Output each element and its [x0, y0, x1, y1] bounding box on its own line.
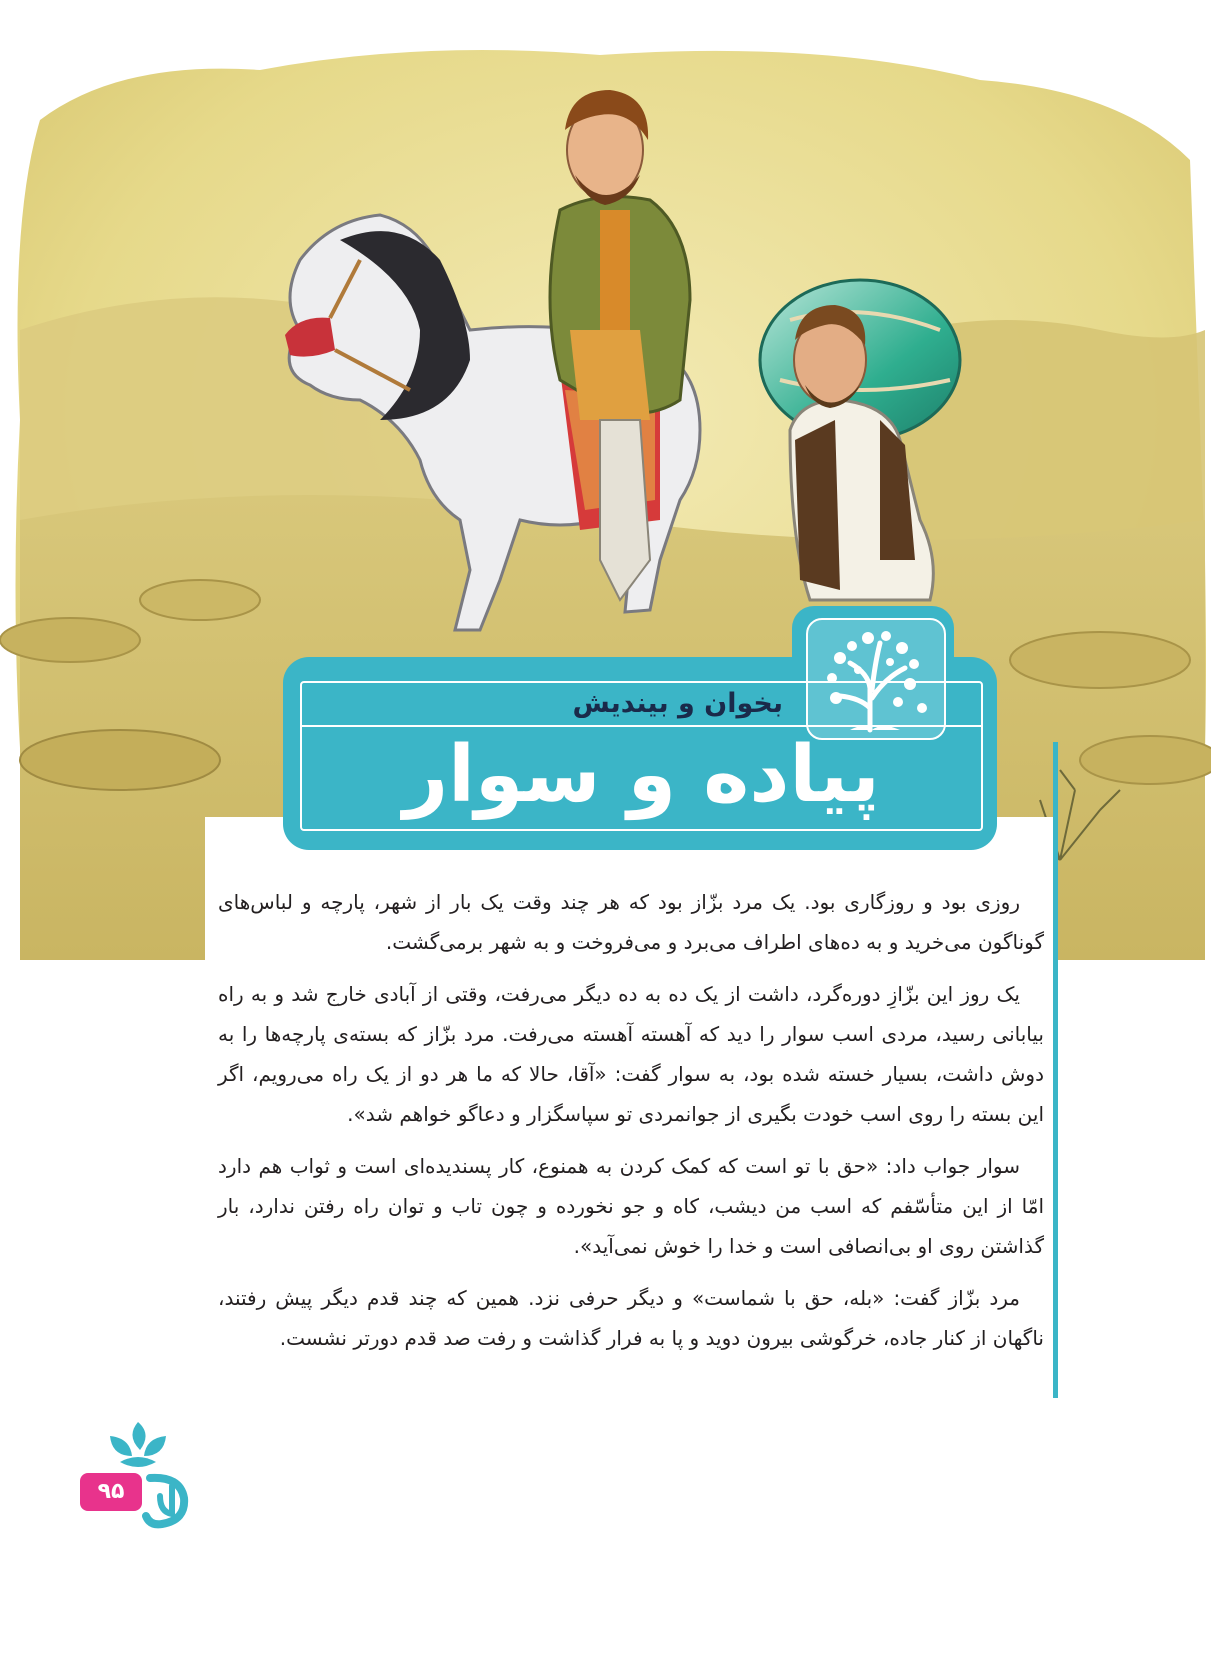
page-number: ۹۵	[80, 1473, 142, 1511]
story-paragraph: سوار جواب داد: «حق با تو است که کمک کردن به همنوع، کار پسندیده‌ای است و ثواب هم دارد امّا از این متأسّفم که اسب من دیشب، کاه و جو نخورده و چون تاب و توان راه رفتن ندارد، بار گذاشتن روی او بی‌انصافی است و خدا را خوش نمی‌آید».	[218, 1154, 1044, 1258]
story-paragraph: روزی بود و روزگاری بود. یک مرد بزّاز بود که هر چند وقت یک بار از شهر، پارچه و لباس‌های گوناگون می‌خرید و به ده‌های اطراف می‌برد و می‌فروخت و به شهر برمی‌گشت.	[218, 890, 1044, 954]
title-frame	[300, 681, 983, 831]
story-paragraph: مرد بزّاز گفت: «بله، حق با شماست» و دیگر حرفی نزد. همین که چند قدم دیگر پیش رفتند، ناگهان از کنار جاده، خرگوشی بیرون دوید و پا به فرار گذاشت و رفت صد قدم دورتر نشست.	[218, 1286, 1044, 1350]
lesson-title: پیاده و سوار	[403, 730, 880, 820]
lesson-label: بخوان و بیندیش	[572, 688, 783, 719]
story-text	[218, 882, 1044, 1370]
story-paragraph: یک روز این بزّازِ دوره‌گرد، داشت از یک ده به ده دیگر می‌رفت، وقتی از آبادی خارج شد و به راه بیابانی رسید، مردی اسب سوار را دید که آهسته آهسته می‌رفت. مرد بزّاز که بسته‌ی پارچه‌ها را به دوش داشت، بسیار خسته شده بود، به سوار گفت: «آقا، حالا که ما هر دو از یک راه می‌رویم، اگر این بسته را روی اسب خودت بگیری از جوانمردی تو سپاسگزار و دعاگو خواهم شد».	[218, 982, 1044, 1126]
panel-accent-rule	[1053, 742, 1058, 1398]
